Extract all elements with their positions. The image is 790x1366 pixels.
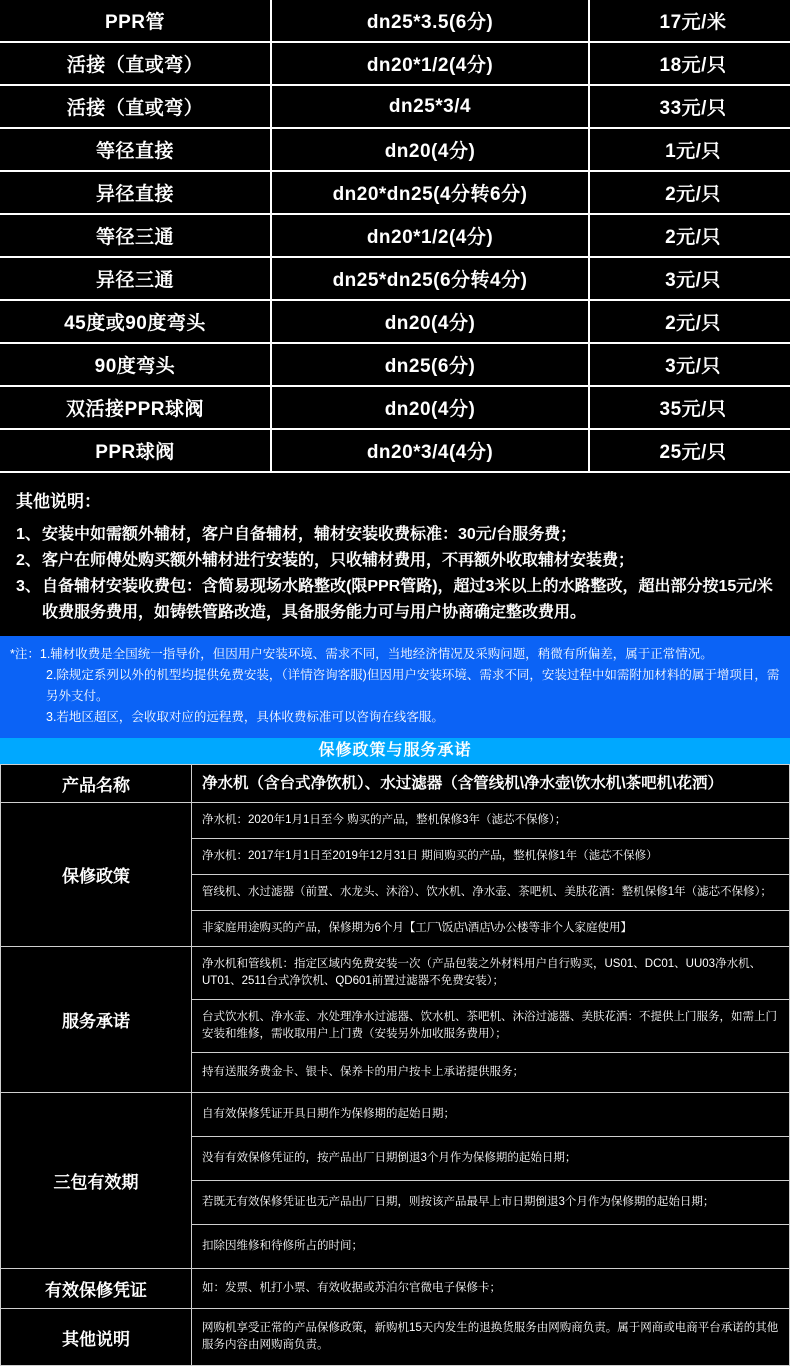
table-row xyxy=(0,343,790,386)
other-notes-title: 其他说明： xyxy=(16,492,101,511)
table-row xyxy=(1,947,790,1093)
note-text: 自备辅材安装收费包：含简易现场水路整改(限PPR管路)，超过3米以上的水路整改，超出部分按15元/米收费服务费用，如铸铁管路改造，具备服务能力可与用户协商确定整改费用。 xyxy=(42,578,773,621)
spec-cell: dn25*3.5(6分) xyxy=(271,0,589,42)
policy-item: 净水机和管线机：指定区域内免费安装一次（产品包装之外材料用户自行购买，US01、DC01、UU03净水机、UT01、2511台式净饮机、QD601前置过滤器不免费安装）； xyxy=(192,947,789,1000)
table-row xyxy=(0,257,790,300)
price-cell: 17元/米 xyxy=(589,0,790,42)
product-name-value: 净水机（含台式净饮机）、水过滤器（含管线机\净水壶\饮水机\茶吧机\花洒） xyxy=(192,765,790,803)
policy-item: 管线机、水过滤器（前置、水龙头、沐浴）、饮水机、净水壶、茶吧机、美肤花酒：整机保修1年（滤芯不保修）； xyxy=(192,875,789,911)
spec-cell: dn20(4分) xyxy=(271,128,589,171)
product-name-cell: PPR球阀 xyxy=(0,429,271,472)
policy-item: 净水机：2020年1月1日至今 购买的产品，整机保修3年（滤芯不保修）； xyxy=(192,803,789,839)
spec-cell: dn20(4分) xyxy=(271,386,589,429)
spec-cell: dn20*1/2(4分) xyxy=(271,42,589,85)
note-number: 3、 xyxy=(16,578,41,595)
table-row xyxy=(0,386,790,429)
price-cell: 35元/只 xyxy=(589,386,790,429)
price-cell: 2元/只 xyxy=(589,171,790,214)
price-cell: 33元/只 xyxy=(589,85,790,128)
table-row xyxy=(1,765,790,803)
product-name-cell: 45度或90度弯头 xyxy=(0,300,271,343)
warranty-policy-label: 保修政策 xyxy=(1,803,192,947)
price-cell: 1元/只 xyxy=(589,128,790,171)
accessory-price-table xyxy=(0,0,790,473)
table-row xyxy=(0,85,790,128)
table-row xyxy=(0,0,790,42)
blue-remark-line-1 xyxy=(10,644,780,665)
warranty-period-label: 三包有效期 xyxy=(1,1093,192,1269)
service-commitment-content xyxy=(192,947,790,1093)
price-cell: 25元/只 xyxy=(589,429,790,472)
blue-remark-lead: *注：1. xyxy=(10,647,51,661)
product-name-cell: PPR管 xyxy=(0,0,271,42)
policy-item: 非家庭用途购买的产品，保修期为6个月【工厂\饭店\酒店\办公楼等非个人家庭使用】 xyxy=(202,922,632,934)
table-row xyxy=(0,300,790,343)
product-name-cell: 异径三通 xyxy=(0,257,271,300)
table-row xyxy=(0,42,790,85)
note-number: 1、 xyxy=(16,526,41,543)
product-name-cell: 等径三通 xyxy=(0,214,271,257)
warranty-policy-table xyxy=(0,764,790,1366)
policy-item: 扣除因维修和待修所占的时间； xyxy=(202,1240,363,1252)
note-item xyxy=(16,574,774,626)
spec-cell: dn25*3/4 xyxy=(271,85,589,128)
spec-cell: dn25(6分) xyxy=(271,343,589,386)
blue-remark-line-2: 2.除规定系列以外的机型均提供免费安装，（详情咨询客服)但因用户安装环境、需求不同，安装过程中如需附加材料的属于增项目，需另外支付。 xyxy=(46,668,780,703)
blue-remark-block xyxy=(0,636,790,738)
table-row xyxy=(0,128,790,171)
price-cell: 18元/只 xyxy=(589,42,790,85)
note-item xyxy=(16,522,774,548)
spec-cell: dn20*3/4(4分) xyxy=(271,429,589,472)
valid-warranty-proof-content xyxy=(192,1269,790,1309)
warranty-table-body xyxy=(1,765,790,1366)
policy-item: 网购机享受正常的产品保修政策，新购机15天内发生的退换货服务由网购商负责。属于网商或电商平台承诺的其他服务内容由网购商负责。 xyxy=(202,1322,779,1351)
table-row xyxy=(1,1093,790,1269)
warranty-period-content xyxy=(192,1093,790,1269)
price-cell: 3元/只 xyxy=(589,343,790,386)
other-notes-section xyxy=(0,473,790,636)
policy-item: 持有送服务费金卡、银卡、保养卡的用户按卡上承诺提供服务； xyxy=(202,1066,524,1078)
service-commitment-label: 服务承诺 xyxy=(1,947,192,1093)
note-text: 客户在师傅处购买额外辅材进行安装的，只收辅材费用，不再额外收取辅材安装费； xyxy=(42,552,635,569)
product-name-cell: 异径直接 xyxy=(0,171,271,214)
product-name-cell: 活接（直或弯） xyxy=(0,85,271,128)
product-name-cell: 双活接PPR球阀 xyxy=(0,386,271,429)
policy-item: 台式饮水机、净水壶、水处理净水过滤器、饮水机、茶吧机、沐浴过滤器、美肤花洒：不提供上门服务，如需上门安装和维修，需收取用户上门费（安装另外加收服务费用）； xyxy=(192,1000,789,1053)
policy-item: 没有有效保修凭证的，按产品出厂日期倒退3个月作为保修期的起始日期； xyxy=(192,1137,789,1181)
table-row xyxy=(0,214,790,257)
price-cell: 2元/只 xyxy=(589,214,790,257)
other-description-content xyxy=(192,1309,790,1366)
policy-item: 自有效保修凭证开具日期作为保修期的起始日期； xyxy=(192,1093,789,1137)
policy-item: 净水机：2017年1月1日至2019年12月31日 期间购买的产品，整机保修1年（滤芯不保修） xyxy=(192,839,789,875)
table-row xyxy=(1,803,790,947)
note-text: 安装中如需额外辅材，客户自备辅材，辅材安装收费标准：30元/台服务费； xyxy=(42,526,577,543)
spec-cell: dn20*dn25(4分转6分) xyxy=(271,171,589,214)
spec-cell: dn25*dn25(6分转4分) xyxy=(271,257,589,300)
blue-remark-line-3: 3.若地区超区，会收取对应的远程费，具体收费标准可以咨询在线客服。 xyxy=(46,710,444,724)
table-row xyxy=(0,429,790,472)
table-row xyxy=(1,1269,790,1309)
product-name-cell: 90度弯头 xyxy=(0,343,271,386)
product-name-label: 产品名称 xyxy=(1,765,192,803)
spec-cell: dn20(4分) xyxy=(271,300,589,343)
spec-cell: dn20*1/2(4分) xyxy=(271,214,589,257)
price-cell: 2元/只 xyxy=(589,300,790,343)
product-name-cell: 活接（直或弯） xyxy=(0,42,271,85)
policy-item: 如：发票、机打小票、有效收据或苏泊尔官微电子保修卡； xyxy=(202,1282,501,1294)
valid-warranty-proof-label: 有效保修凭证 xyxy=(1,1269,192,1309)
blue-remark-text: 辅材收费是全国统一指导价，但因用户安装环境、需求不同，当地经济情况及采购问题，稍微有所偏差，属于正常情况。 xyxy=(50,647,713,661)
policy-item: 若既无有效保修凭证也无产品出厂日期，则按该产品最早上市日期倒退3个月作为保修期的起始日期； xyxy=(192,1181,789,1225)
price-cell: 3元/只 xyxy=(589,257,790,300)
table-row xyxy=(0,171,790,214)
warranty-policy-content xyxy=(192,803,790,947)
warranty-section-header: 保修政策与服务承诺 xyxy=(0,738,790,764)
other-description-label: 其他说明 xyxy=(1,1309,192,1366)
price-table-body xyxy=(0,0,790,472)
product-name-cell: 等径直接 xyxy=(0,128,271,171)
note-item xyxy=(16,548,774,574)
note-number: 2、 xyxy=(16,552,41,569)
table-row xyxy=(1,1309,790,1366)
